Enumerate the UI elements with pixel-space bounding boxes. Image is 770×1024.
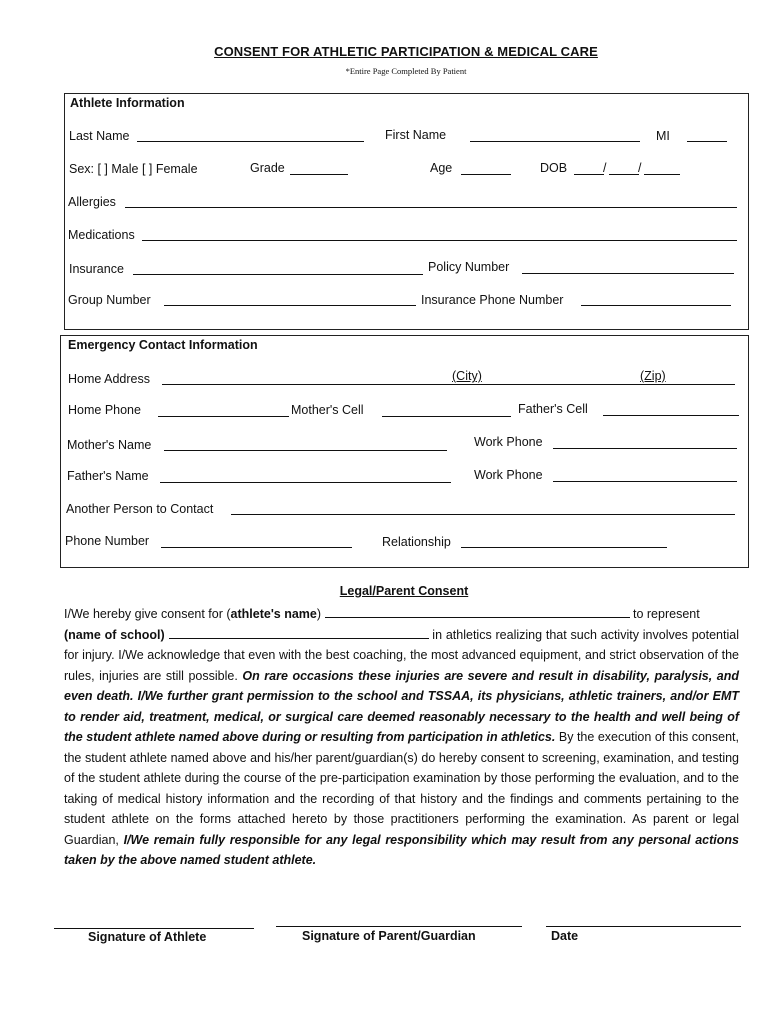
school-name-label: (name of school) [64,627,165,642]
relationship-label: Relationship [382,535,451,549]
age-label: Age [430,161,453,175]
another-contact-label: Another Person to Contact [66,502,214,516]
dob-label: DOB [540,161,568,175]
medications-label: Medications [68,228,135,242]
form-subtitle: *Entire Page Completed By Patient [345,66,467,76]
athletes-name-label: athlete's name [230,607,317,621]
parent-signature-label: Signature of Parent/Guardian [302,929,476,943]
insurance-label: Insurance [69,262,124,276]
date-line[interactable] [546,926,741,927]
age-field[interactable] [461,174,511,175]
phone-number-field[interactable] [161,547,352,548]
home-phone-field[interactable] [158,416,289,417]
zip-label: (Zip) [640,369,666,383]
first-name-field[interactable] [470,141,640,142]
form-title: CONSENT FOR ATHLETIC PARTICIPATION & MEDICAL CARE [214,44,598,59]
city-label: (City) [452,369,482,383]
legal-consent-title: Legal/Parent Consent [339,584,469,598]
policy-number-field[interactable] [522,273,734,274]
dob-separator: / [638,161,642,175]
grade-label: Grade [250,161,285,175]
last-name-label: Last Name [69,129,130,143]
insurance-field[interactable] [133,274,423,275]
fathers-name-field[interactable] [160,482,451,483]
mothers-name-label: Mother's Name [67,438,152,452]
father-work-phone-field[interactable] [553,481,737,482]
allergies-label: Allergies [68,195,116,209]
dob-day-field[interactable] [609,174,639,175]
date-label: Date [551,929,579,943]
athletes-name-field[interactable] [325,607,630,618]
home-address-label: Home Address [68,372,150,386]
mother-work-phone-field[interactable] [553,448,737,449]
last-name-field[interactable] [137,141,364,142]
work-phone-label: Work Phone [474,468,543,482]
another-contact-field[interactable] [231,514,735,515]
fathers-name-label: Father's Name [67,469,149,483]
work-phone-label: Work Phone [474,435,543,449]
parent-signature-line[interactable] [276,926,522,927]
fathers-cell-label: Father's Cell [518,402,588,416]
home-address-field[interactable] [162,384,735,385]
insurance-phone-field[interactable] [581,305,731,306]
consent-paragraph: I/We hereby give consent for (athlete's name) to represent (name of school) in athletics realizing that such activity involves potential for injury. I/We acknowledge that even with the best coaching, the most advanced equipment, and strict observation of the rules, injuries are still possible. On rare occasions these injuries are severe and result in disability, paralysis, and even death. I/We further grant permission to the school and TSSAA, its physicians, athletic trainers, and/or EMT to render aid, treatment, medical, or surgical care deemed reasonably necessary to the health and well being of the student athlete named above during or resulting from participation in athletics. By the execution of this consent, the student athlete named above and his/her parent/guardian(s) do hereby consent to screening, examination, and testing of the student athlete during the course of the pre-participation examination by those performing the evaluation, and to the taking of medical history information and the recording of that history and the findings and comments pertaining to the student athlete on the forms attached hereto by those practitioners performing the examination. As parent or legal Guardian, I/We remain fully responsible for any legal responsibility which may result from any personal actions taken by the above named student athlete. [64,607,739,867]
athlete-info-title: Athlete Information [70,96,185,110]
medications-field[interactable] [142,240,737,241]
first-name-label: First Name [385,128,447,142]
emergency-contact-title: Emergency Contact Information [68,338,258,352]
policy-number-label: Policy Number [428,260,510,274]
relationship-field[interactable] [461,547,667,548]
group-number-label: Group Number [68,293,151,307]
mi-field[interactable] [687,141,727,142]
phone-number-label: Phone Number [65,534,150,548]
grade-field[interactable] [290,174,348,175]
fathers-cell-field[interactable] [603,415,739,416]
dob-separator: / [603,161,607,175]
dob-year-field[interactable] [644,174,680,175]
mothers-cell-field[interactable] [382,416,511,417]
mothers-name-field[interactable] [164,450,447,451]
school-name-field[interactable] [169,628,429,639]
home-phone-label: Home Phone [68,403,141,417]
athlete-signature-line[interactable] [54,928,254,929]
mi-label: MI [656,129,670,143]
athlete-signature-label: Signature of Athlete [88,930,207,944]
sex-checkbox-label[interactable]: Sex: [ ] Male [ ] Female [69,162,198,176]
insurance-phone-label: Insurance Phone Number [421,293,564,307]
group-number-field[interactable] [164,305,416,306]
dob-month-field[interactable] [574,174,604,175]
allergies-field[interactable] [125,207,737,208]
mothers-cell-label: Mother's Cell [291,403,364,417]
